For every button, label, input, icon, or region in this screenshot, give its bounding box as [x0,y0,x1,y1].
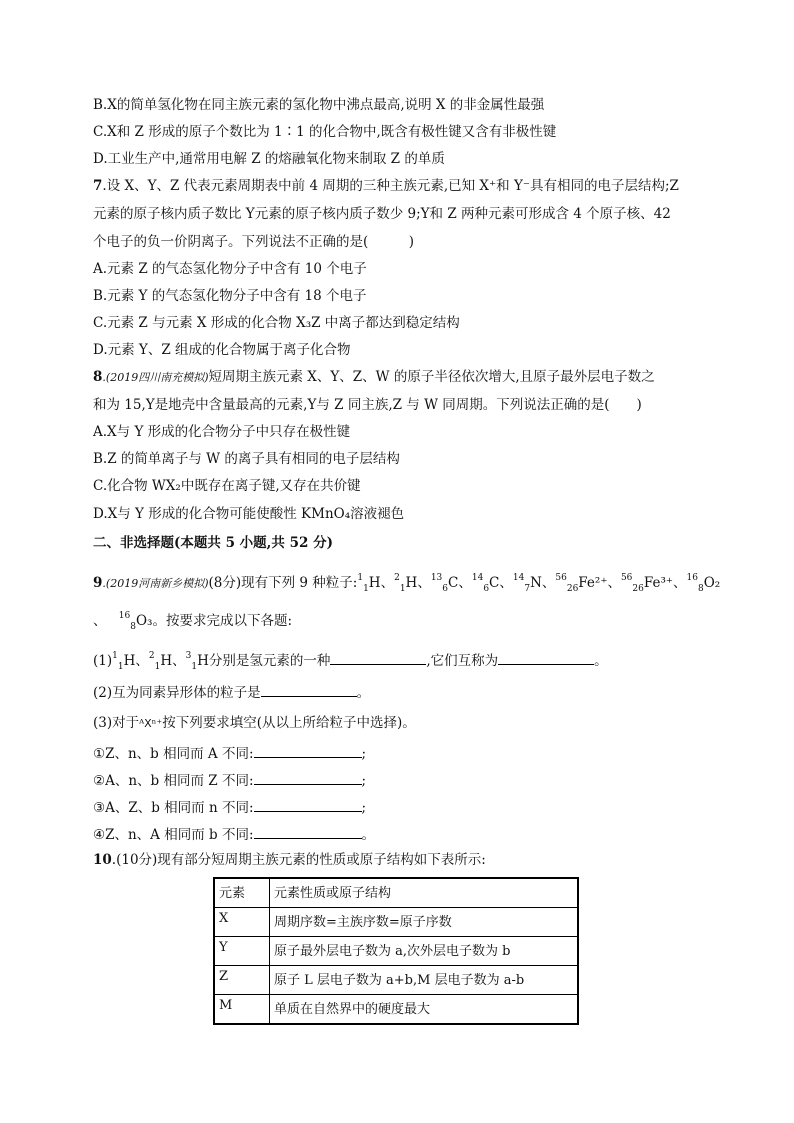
symbol: C [448,575,459,591]
q6-option-b: B.X的简单氢化物在同主族元素的氢化物中沸点最高,说明 X 的非金属性最强 [93,97,545,113]
atomic-number: 26 [632,584,644,594]
separator: 、 [135,653,149,669]
q8-option-d: D.X与 Y 形成的化合物可能使酸性 KMnO₄溶液褪色 [93,506,405,522]
symbol: O₃ [135,613,153,629]
q9-part2 [93,682,370,702]
answer-blank[interactable] [254,824,362,839]
q9-stem-line1 [93,574,720,594]
mass-number: 56 [620,573,633,583]
symbol: C [489,575,500,591]
table-header-row [214,878,578,908]
part2-end: 。 [356,685,371,701]
q9-item-2 [93,770,366,790]
q9-item-4 [93,824,375,844]
q9-part1 [93,650,608,672]
symbol: N [530,575,542,591]
symbol: H [405,575,418,591]
part3-tail: 按下列要求填空(从以上所给粒子中选择)。 [162,715,416,731]
item-end: ; [361,800,367,816]
symbol: H [197,653,209,669]
mass-number: 16 [686,573,698,583]
q6-option-c: C.X和 Z 形成的原子个数比为 1∶1 的化合物中,既含有极性键又含有非极性键 [93,124,557,140]
mass-number: 14 [471,573,484,583]
table-row [214,908,578,937]
q7-option-d: D.元素 Y、Z 组成的化合物属于离子化合物 [93,342,351,358]
table-cell: M [214,995,270,1025]
mass-number: 2 [148,651,155,661]
atomic-number: 1 [191,662,198,672]
item-end: ; [361,746,367,762]
part2-text: (2)互为同素异形体的粒子是 [93,685,261,701]
table-header: 元素 [214,878,270,908]
atomic-number: 1 [363,584,369,594]
answer-blank[interactable] [254,743,362,758]
table-row [214,966,578,995]
particle-1 [357,574,380,594]
separator: 、 [380,575,395,591]
q8-text: 短周期主族元素 X、Y、Z、W 的原子半径依次增大,且原子最外层电子数之 [208,369,655,385]
q8-stem-line2: 和为 15,Y是地壳中含量最高的元素,Y与 Z 同主族,Z 与 W 同周期。下列说法正确的是( ) [93,397,642,413]
part1-text2: ,它们互称为 [426,653,499,669]
item-label: ①Z、n、b 相同而 A 不同: [93,746,254,762]
atomic-number: 7 [524,584,531,594]
table-header: 元素性质或原子结构 [270,878,579,908]
mass-number: 13 [430,573,443,583]
separator: 、 [417,575,431,591]
q7-option-a: A.元素 Z 的气态氢化物分子中含有 10 个电子 [93,261,367,277]
separator: 、 [607,575,621,591]
atomic-number: 1 [117,662,124,672]
q9-stem-line2 [93,612,292,632]
part-number: (1) [93,653,113,669]
q9-source: .(2019河南新乡模拟) [102,577,209,590]
particle-6 [555,574,607,594]
particle-list [357,573,721,594]
answer-blank[interactable] [254,797,362,812]
element-table [213,877,579,1025]
q9-number: 9 [93,575,103,591]
q7-number: 7 [93,178,103,194]
separator: 、 [172,653,186,669]
isotope-h1 [112,652,135,672]
q7-stem-line3: 个电子的负一价阴离子。下列说法不正确的是( ) [93,234,415,250]
particle-4 [472,574,500,594]
mass-number: 56 [555,573,567,583]
table-cell: Z [214,966,270,995]
table-cell: 周期序数=主族序数=原子序数 [270,908,579,937]
table-cell: 原子最外层电子数为 a,次外层电子数为 b [270,937,579,966]
isotope-h3 [186,652,209,672]
atomic-number: 8 [697,584,704,594]
atomic-number: 1 [154,662,161,672]
q8-option-a: A.X与 Y 形成的化合物分子中只存在极性键 [93,424,351,440]
item-label: ②A、n、b 相同而 Z 不同: [93,773,254,789]
item-end: ; [361,773,367,789]
q8-number: 8 [93,369,103,385]
symbol: H [368,575,381,591]
table-cell: Y [214,937,270,966]
q8-stem-line1 [93,368,655,387]
mass-number: 16 [118,611,131,621]
answer-blank[interactable] [261,682,357,697]
atomic-number: 6 [442,584,449,594]
answer-blank[interactable] [498,650,594,665]
nuclide-symbol: ᴬ𝖷ⁿ⁺ [139,717,163,730]
answer-blank[interactable] [330,650,426,665]
particle-3 [431,574,459,594]
table-cell: X [214,908,270,937]
particle-8 [687,574,721,594]
q10-stem [93,851,486,869]
separator: 、 [499,575,513,591]
answer-blank[interactable] [254,770,362,785]
separator: 、 [673,575,687,591]
isotope-h2 [149,652,172,672]
mass-number: 2 [394,573,400,583]
q10-text: .(10分)现有部分短周期主族元素的性质或原子结构如下表所示: [111,852,486,868]
q7-stem-line1 [93,177,679,195]
particle-o3 [119,612,153,632]
q10-number: 10 [93,852,112,868]
atomic-number: 26 [566,584,579,594]
item-end: 。 [361,827,375,843]
particle-7 [621,574,673,594]
symbol: Fe³⁺ [643,575,674,591]
q9-tail: 。按要求完成以下各题: [152,613,293,629]
table-row [214,995,578,1025]
q8-option-c: C.化合物 WX₂中既存在离子键,又存在共价键 [93,478,361,494]
separator: 、 [541,575,556,591]
q9-part3 [93,714,416,733]
q8-option-b: B.Z 的简单离子与 W 的离子具有相同的电子层结构 [93,451,400,467]
q9-item-1 [93,743,366,763]
table-row [214,937,578,966]
q7-stem-line2: 元素的原子核内质子数比 Y元素的原子核内质子数少 9;Y和 Z 两种元素可形成含 4 个原子核、42 [93,206,671,222]
item-label: ④Z、n、A 相同而 b 不同: [93,827,254,843]
q7-text: .设 X、Y、Z 代表元素周期表中前 4 周期的三种主族元素,已知 X⁺和 Y⁻具有相同的电子层结构;Z [102,178,679,194]
table-cell: 单质在自然界中的硬度最大 [270,995,579,1025]
atomic-number: 1 [399,584,406,594]
mass-number: 3 [185,651,192,661]
part3-text: (3)对于 [93,715,140,731]
item-label: ③A、Z、b 相同而 n 不同: [93,800,254,816]
part1-text: 分别是氢元素的一种 [208,653,331,669]
mass-number: 1 [357,573,364,583]
q6-option-d: D.工业生产中,通常用电解 Z 的熔融氧化物来制取 Z 的单质 [93,151,445,167]
symbol: Fe²⁺ [578,575,608,591]
symbol: H [160,653,173,669]
q7-option-b: B.元素 Y 的气态氢化物分子中含有 18 个电子 [93,288,367,304]
symbol: H [123,653,136,669]
particle-2 [394,574,417,594]
q8-source: .(2019四川南充模拟) [102,371,209,384]
part1-end: 。 [594,653,608,669]
symbol: O₂ [703,575,721,591]
separator: 、 [93,613,107,629]
q9-item-3 [93,797,366,817]
mass-number: 1 [112,651,118,661]
section-heading: 二、非选择题(本题共 5 小题,共 52 分) [93,535,333,551]
atomic-number: 6 [483,584,490,594]
atomic-number: 8 [130,622,136,632]
q7-option-c: C.元素 Z 与元素 X 形成的化合物 X₃Z 中离子都达到稳定结构 [93,315,460,331]
mass-number: 14 [512,573,525,583]
table-cell: 原子 L 层电子数为 a+b,M 层电子数为 a-b [270,966,579,995]
separator: 、 [458,575,472,591]
particle-5 [513,574,542,594]
q9-intro: (8分)现有下列 9 种粒子: [208,575,358,591]
